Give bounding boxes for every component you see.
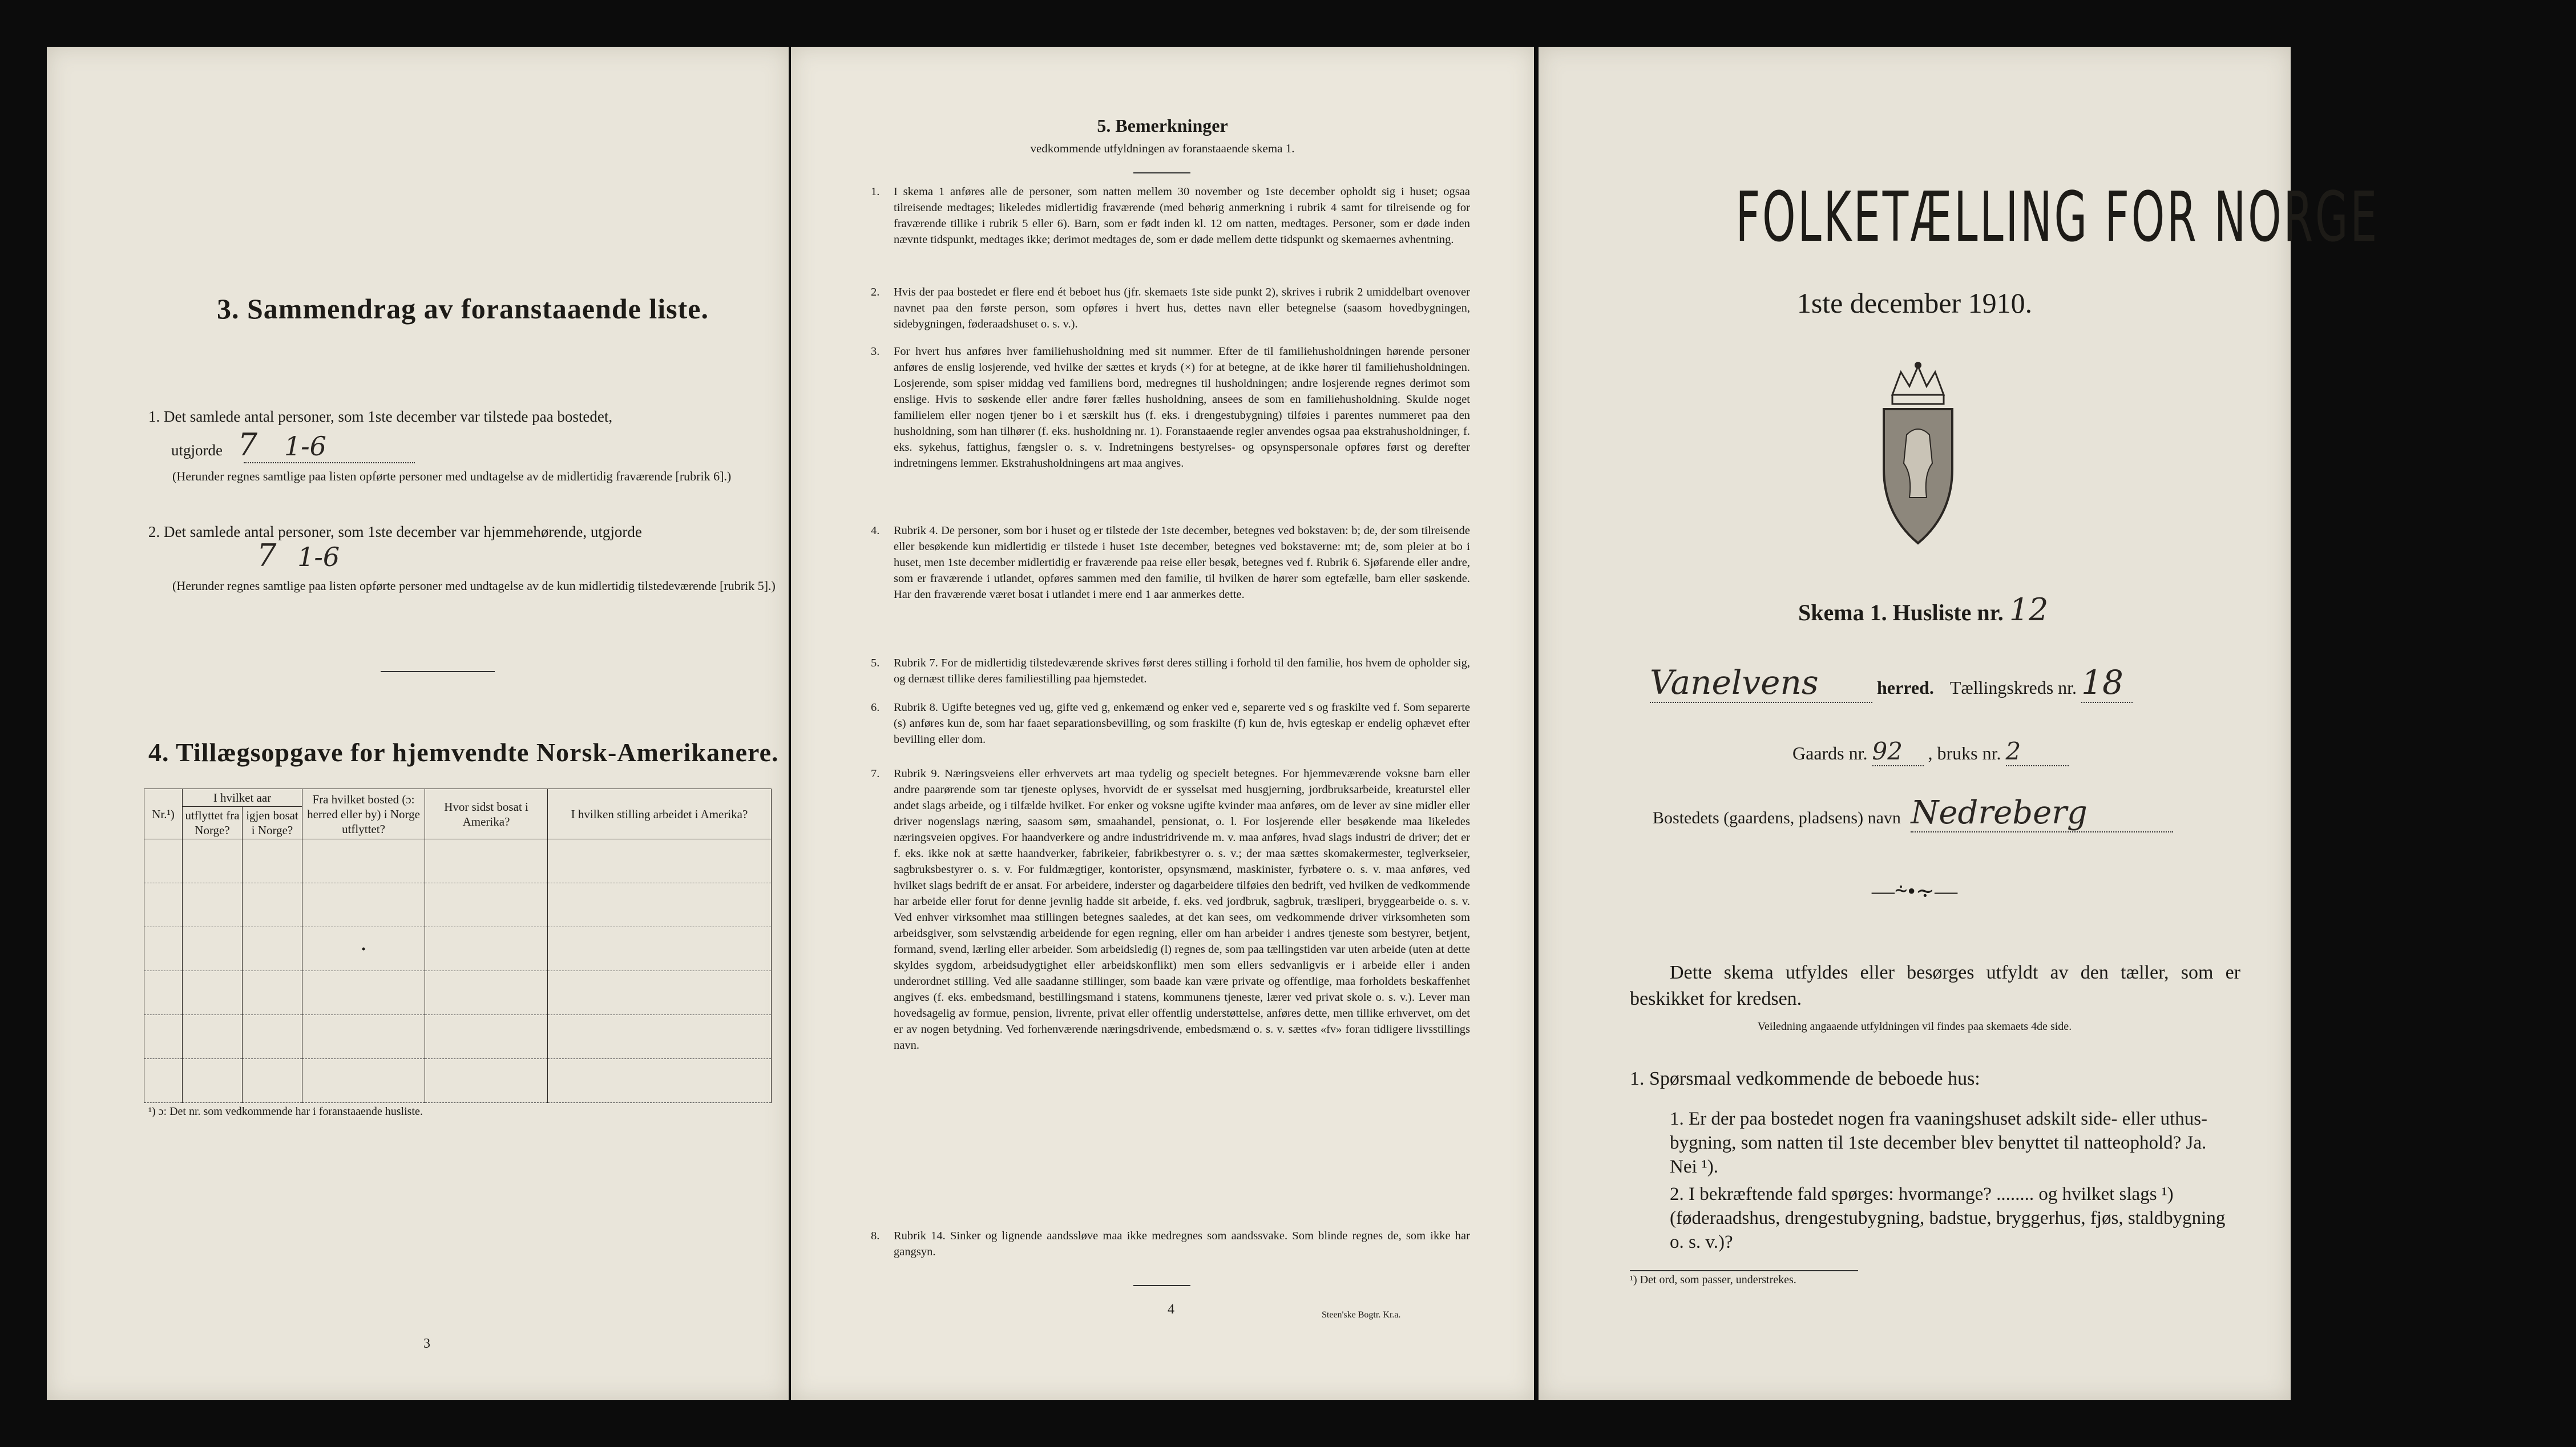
page-1-footnote: ¹) Det ord, som passer, understrekes. xyxy=(1630,1274,1796,1286)
table-row xyxy=(144,883,772,927)
remark-5: 5. Rubrik 7. For de midlertidig tilstedeværende skrives først deres stilling i forhold til den familie, hos hvem de opholder sig, og dernæst tillike deres familiestilling paa hjemstedet. xyxy=(871,657,1470,685)
summary-item-1-answer xyxy=(171,427,514,463)
remark-1: 1. I skema 1 anføres alle de personer, som natten mellem 30 november og 1ste december opholdt sig i huset; ogsaa tilreisende medtages; likeledes midlertidig fraværende (med behørig anmerkning i rubrik 4 samt for tilreisende og for fraværende tillike i rubrik 5 eller 6). Barn, som er født inden kl. 12 om natten, medtages. Personer, som er døde inden nævnte tidspunkt, medtages ikke; derimot medtages de, som er døde mellem dette tidspunkt og skemaernes avhentning. xyxy=(871,185,1470,246)
item-1-fill-line xyxy=(244,462,415,463)
col-hvor: Hvor sidst bosat i Amerika? xyxy=(425,789,548,839)
skema-husliste xyxy=(1798,592,2048,628)
gaards-value: 92 xyxy=(1872,737,1924,766)
question-1-2: 2. I bekræftende fald spørges: hvormange? ........ og hvilket slags ¹) (føderaadshus, drengestubygning, badstue, bryggerhus, fjøs, staldbygning o. s. v.)? xyxy=(1670,1184,2226,1252)
question-1-1: 1. Er der paa bostedet nogen fra vaaningshuset adskilt side- eller uthus-bygning, som natten til 1ste december blev benyttet til natteophold? Ja. Nei ¹). xyxy=(1670,1109,2208,1177)
bruks-value: 2 xyxy=(2006,737,2069,766)
end-rule xyxy=(1133,1285,1190,1286)
bosted-line xyxy=(1653,794,2280,832)
table-row: • xyxy=(144,927,772,971)
summary-item-2-answer xyxy=(171,537,514,573)
bruks-label: , bruks nr. xyxy=(1928,743,2001,763)
col-utflyttet: utflyttet fra Norge? xyxy=(183,807,243,839)
bemerkninger-subtitle: vedkommende utfyldningen av foranstaaende skema 1. xyxy=(1030,142,1295,155)
col-nr: Nr.¹) xyxy=(144,789,183,839)
gaards-line xyxy=(1792,737,2249,766)
table-footnote: ¹) ɔ: Det nr. som vedkommende har i foranstaaende husliste. xyxy=(148,1105,423,1118)
col-stilling: I hvilken stilling arbeidet i Amerika? xyxy=(548,789,772,839)
main-title-wrap xyxy=(1539,178,2379,257)
col-group-aar: I hvilket aar xyxy=(183,789,302,807)
page-3 xyxy=(47,47,789,1400)
remark-3: 3. For hvert hus anføres hver familiehusholdning med sit nummer. Efter de til familiehusholdningen hørende personer anføres de enslig losjerende, ved hvilke der sættes et kryds (×) for at betegne, at de ikke hører til familiehusholdningen. Losjerende, som spiser middag ved familiens bord, medregnes til husholdningen; andre losjerende regnes derimot som enslige. Hvis to søskende eller andre fører fælles husholdning, ansees de som en familiehusholdning. Skulde noget familielem eller nogen tjener bo i et særskilt hus (f. eks. i drengestubygning) tilføies i parentes nummeret paa den husholdning, som han tilhører (f. eks. husholdning nr. 1). Foranstaaende regler anvendes ogsaa paa ekstrahusholdninger, f. eks. sykehus, fattighus, fængsler o. s. v. Indretningens bestyrelses- og opsynspersonale opføres først og derefter indretningens lemmer. Ekstrahusholdningens art maa angives. xyxy=(871,345,1470,470)
table-row xyxy=(144,971,772,1015)
husliste-nr: 12 xyxy=(2009,592,2049,628)
summary-item-1: 1. Det samlede antal personer, som 1ste december var tilstede paa bostedet, xyxy=(148,408,613,425)
col-fra: Fra hvilket bosted (ɔ: herred eller by) i Norge utflyttet? xyxy=(302,789,425,839)
page-1 xyxy=(1539,47,2379,1400)
item-2-note: (Herunder regnes samtlige paa listen opførte personer med undtagelse av de kun midlertidig tilstedeværende [rubrik 5].) xyxy=(172,579,776,593)
table-row xyxy=(144,839,772,883)
intro-text: Dette skema utfyldes eller besørges utfyldt av den tæller, som er beskikket for kredsen. xyxy=(1630,962,2240,1009)
herred-line xyxy=(1650,663,2278,703)
bemerkninger-title: 5. Bemerkninger xyxy=(1097,115,1228,136)
summary-item-2: 2. Det samlede antal personer, som 1ste december var hjemmehørende, utgjorde xyxy=(148,523,642,540)
page-number-4: 4 xyxy=(1168,1302,1174,1317)
page-4 xyxy=(791,47,1534,1400)
section-4-title: 4. Tillægsopgave for hjemvendte Norsk-Amerikanere. xyxy=(148,738,779,767)
item-1-value: 7 xyxy=(237,427,258,463)
remark-7: 7. Rubrik 9. Næringsveiens eller erhvervets art maa tydelig og specielt betegnes. For hjemmeværende voksne barn eller andre paarørende som tar tjeneste oplyses, hvorvidt de er sysselsat med husgjerning, jordbruksarbeide, kreaturstel eller andet slags arbeide, og i tilfælde hvilket. For enker og voksne ugifte kvinder maa anføres, om de lever av sine midler eller driver nogenslags næring, saasom søm, smaahandel, pensionat, o. l. For losjerende eller besøkende maa likeledes næringsveien opgives. For haandverkere og andre industridrivende m. v. maa anføres, hvad slags industri de driver; det er f. eks. ikke nok at sætte haandverker, fabrikeier, fabrikbestyrer o. s. v.; der maa sættes skomakermester, teglverkseier, sagbruksbestyrer o. s. v. For fuldmægtiger, kontorister, opsynsmænd, maskinister, fyrbøtere o. s. v. maa anføres, ved hvilket slags bedrift de er ansat. For arbeidere, inderster og dagarbeidere tilføies den bedrift, ved hvilken de vedkommende har arbeide eller forut for denne jevnlig hadde sit arbeide, f. eks. ved jordbruk, sagbruk, træsliperi, bryggearbeide o. s. v. Ved enhver virksomhet maa stillingen betegnes saaledes, at det kan sees, om vedkommende driver virksomheten som arbeidsgiver, som selvstændig arbeidende for egen regning, eller om han arbeider i andres tjeneste som bestyrer, betjent, formand, svend, lærling eller arbeider. Som arbeidsledig (l) regnes de, som paa tællingstiden var uten arbeide (uten at dette skyldes sygdom, arbeidsudygtighet eller arbeidskonflikt) men som ellers sedvanligvis er i arbeide eller i anden underordnet stilling. Ved alle saadanne stillinger, som baade kan være private og offentlige, maa forholdets beskaffenhet angives (f. eks. embedsmand, bestillingsmand i statens, kommunens tjeneste, lærer ved privat skole o. s. v.). Lever man hovedsagelig av formue, pension, livrente, privat eller offentlig understøttelse, anføres dette, men tillike erhvervet, om det er av nogen betydning. Ved forhenværende næringsdrivende, embedsmænd o. s. v. sættes «fv» foran tidligere livsstillings navn. xyxy=(871,767,1470,1052)
main-title: FOLKETÆLLING FOR NORGE xyxy=(1735,178,2379,257)
veiledning-text: Veiledning angaaende utfyldningen vil findes paa skemaets 4de side. xyxy=(1757,1020,2072,1033)
item-1-note: (Herunder regnes samtlige paa listen opførte personer med undtagelse av de midlertidig fraværende [rubrik 6].) xyxy=(172,469,732,483)
census-date: 1ste december 1910. xyxy=(1796,287,2033,319)
title-rule xyxy=(1133,172,1190,173)
remark-4: 4. Rubrik 4. De personer, som bor i huset og er tilstede der 1ste december, betegnes ved bokstaven: b; de, der som tilreisende eller besøkende kun midlertidig er tilstede i huset 1ste december, betegnes ved bokstaverne: mt; de, som pleier at bo i huset, men 1ste december midlertidig er fraværende paa reise eller besøk, betegnes ved f. Rubrik 6. Sjøfarende eller andre, som er fraværende i utlandet, opføres sammen med den familie, til hvilken de hører som egtefælle, barn eller søskende. Har den fraværende været bosat i utlandet i mere end 1 aar anmerkes dette. xyxy=(871,524,1470,601)
kreds-label: Tællingskreds nr. xyxy=(1949,677,2077,698)
remark-8: 8. Rubrik 14. Sinker og lignende aandssløve maa ikke medregnes som aandssvake. Som blinde regnes de, som ikke har gangsyn. xyxy=(871,1230,1470,1258)
item-2-range: 1-6 xyxy=(297,541,340,572)
item-1-range: 1-6 xyxy=(284,431,326,462)
remark-6: 6. Rubrik 8. Ugifte betegnes ved ug, gifte ved g, enkemænd og enker ved e, separerte ved s og fraskilte ved f. Som separerte (s) anføres kun de, som har faaet separationsbevilling, og som fraskilte (f) kun de, hvis egteskap er endelig ophævet efter bevilling eller dom. xyxy=(871,701,1470,746)
skema-label: Skema 1. Husliste nr. xyxy=(1798,600,2004,625)
section-3-title: 3. Sammendrag av foranstaaende liste. xyxy=(217,293,709,325)
page-number-3: 3 xyxy=(423,1336,430,1351)
herred-value: Vanelvens xyxy=(1650,663,1872,703)
norsk-amerikanere-table xyxy=(144,789,772,1103)
footnote-rule xyxy=(1630,1270,1858,1271)
bosted-label: Bostedets (gaardens, pladsens) navn xyxy=(1653,809,1901,827)
gaards-label: Gaards nr. xyxy=(1792,743,1868,763)
item-2-value: 7 xyxy=(257,537,277,573)
coat-of-arms-icon xyxy=(1875,361,1961,549)
ornament-divider: —⸞•⸟— xyxy=(1871,878,1958,904)
kreds-value: 18 xyxy=(2081,663,2133,703)
utgjorde-label: utgjorde xyxy=(171,442,223,459)
printer-mark: Steen'ske Bogtr. Kr.a. xyxy=(1322,1310,1401,1320)
section-divider xyxy=(381,671,495,672)
table-row xyxy=(144,1015,772,1059)
table-row xyxy=(144,1059,772,1103)
bosted-value: Nedreberg xyxy=(1911,794,2173,832)
question-1-title: 1. Spørsmaal vedkommende de beboede hus: xyxy=(1630,1068,1980,1089)
col-igjen: igjen bosat i Norge? xyxy=(243,807,302,839)
herred-label: herred. xyxy=(1877,677,1934,698)
remark-2: 2. Hvis der paa bostedet er flere end ét beboet hus (jfr. skemaets 1ste side punkt 2), skrives i rubrik 2 umiddelbart ovenover navnet paa den første person, som opføres i hvert hus, dettes navn eller betegnelse (saasom hovedbygningen, sidebygningen, føderaadshuset o. s. v.). xyxy=(871,286,1470,330)
